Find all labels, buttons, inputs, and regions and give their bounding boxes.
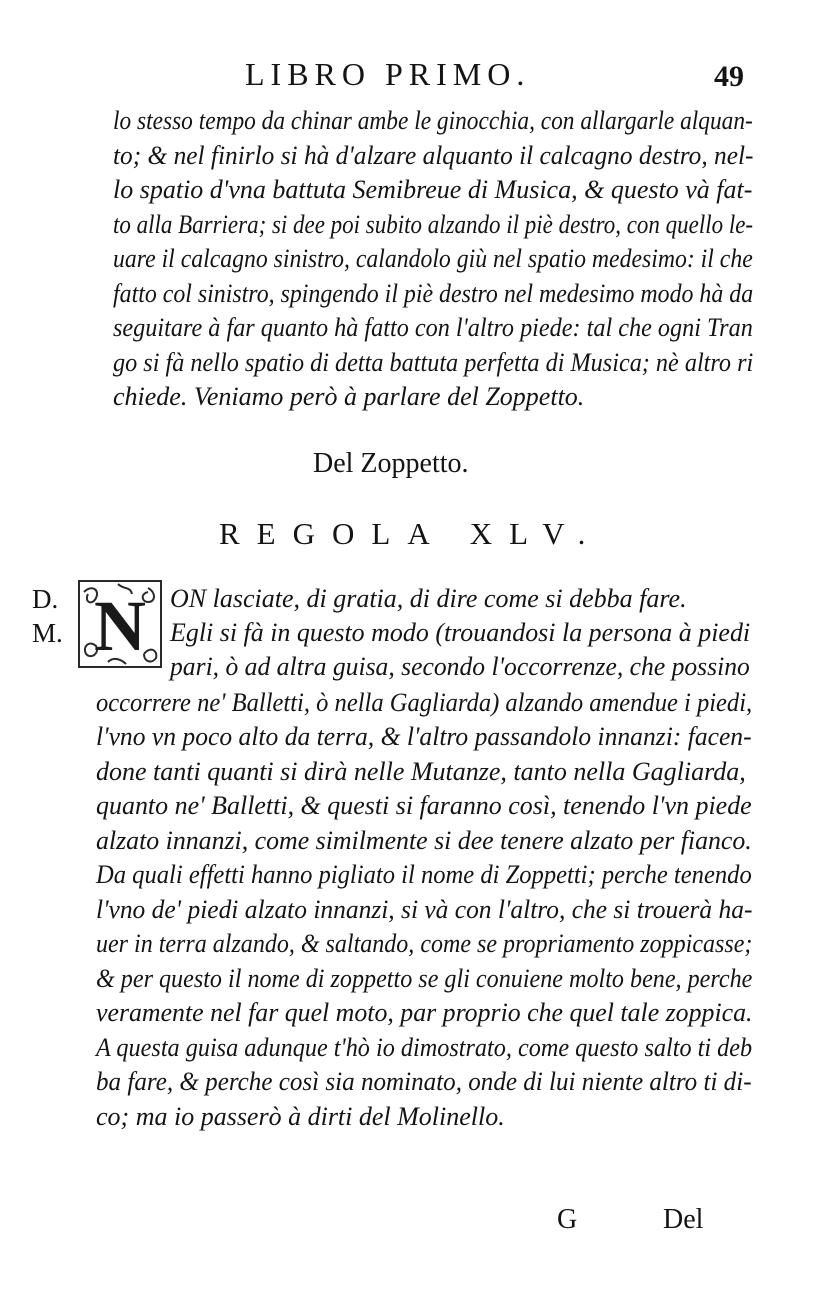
text-line: to alla Barriera; si dee poi subito alzando il piè destro, con quello le-	[113, 210, 754, 239]
text-line: alzato innanzi, come similmente si dee tenere alzato per fianco.	[96, 826, 752, 855]
text-line: lo spatio d'vna battuta Semibreue di Musica, & questo và fat-	[113, 175, 753, 204]
svg-text:N: N	[94, 586, 146, 666]
text-line: & per questo il nome di zoppetto se gli conuiene molto bene, perche	[96, 964, 753, 993]
signature-mark: G	[557, 1204, 578, 1235]
running-title: LIBRO PRIMO.	[245, 56, 531, 92]
section-heading: Del Zoppetto.	[313, 448, 469, 479]
text-line: Da quali effetti hanno pigliato il nome di Zoppetti; perche tenendo	[96, 860, 752, 889]
page-number: 49	[714, 60, 744, 93]
text-line: seguitare à far quanto hà fatto con l'altro piede: tal che ogni Tran	[113, 313, 753, 342]
text-line: chiede. Veniamo però à parlare del Zoppetto.	[113, 382, 585, 411]
speaker-label-d: D.	[32, 584, 59, 614]
text-line: Egli si fà in questo modo (trouandosi la persona à piedi	[170, 618, 751, 647]
text-line: quanto ne' Balletti, & questi si faranno così, tenendo l'vn piede	[96, 791, 752, 820]
running-head	[0, 56, 839, 96]
text-line: fatto col sinistro, spingendo il piè destro nel medesimo modo hà da	[113, 279, 754, 308]
text-line: done tanti quanti si dirà nelle Mutanze, tanto nella Gagliarda,	[96, 757, 746, 786]
text-line: veramente nel far quel moto, par proprio che quel tale zoppica.	[96, 998, 753, 1027]
text-line: ba fare, & perche così sia nominato, onde di lui niente altro ti di-	[96, 1067, 752, 1096]
text-line: A questa guisa adunque t'hò io dimostrato, come questo salto ti deb	[96, 1033, 753, 1062]
text-line: go si fà nello spatio di detta battuta perfetta di Musica; nè altro ri	[113, 348, 754, 377]
rule-heading: REGOLA XLV.	[219, 516, 603, 551]
catchword: Del	[663, 1204, 704, 1235]
text-line: uare il calcagno sinistro, calandolo giù nel spatio medesimo: il che	[113, 244, 753, 273]
text-line: lo stesso tempo da chinar ambe le ginocchia, con allargarle alquan-	[113, 106, 753, 135]
speaker-label-m: M.	[32, 618, 63, 648]
text-line: uer in terra alzando, & saltando, come se propriamento zoppicasse;	[96, 929, 753, 958]
text-line: pari, ò ad altra guisa, secondo l'occorrenze, che possino	[170, 652, 750, 681]
text-line: l'vno de' piedi alzato innanzi, si và con l'altro, che si trouerà ha-	[96, 895, 753, 924]
text-line: to; & nel finirlo si hà d'alzare alquanto il calcagno destro, nel-	[113, 141, 754, 170]
text-line: occorrere ne' Balletti, ò nella Gagliarda) alzando amendue i piedi,	[96, 688, 753, 717]
text-line: co; ma io passerò à dirti del Molinello.	[96, 1102, 505, 1131]
text-line: l'vno vn poco alto da terra, & l'altro passandolo innanzi: facen-	[96, 722, 752, 751]
decorated-initial-icon	[78, 580, 162, 668]
text-line: ON lasciate, di gratia, di dire come si debba fare.	[170, 584, 687, 613]
